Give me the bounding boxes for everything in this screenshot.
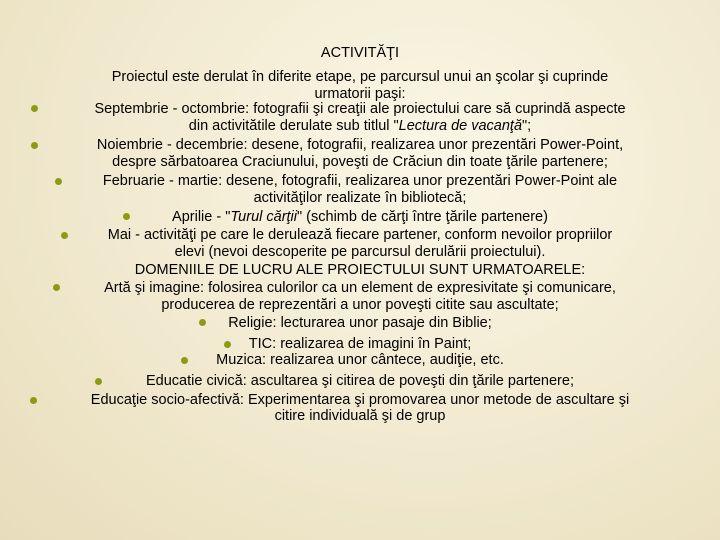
list-item-noiembrie: Noiembrie - decembrie: desene, fotografii, realizarea unor prezentări Power-Point, (96, 137, 624, 153)
domain-educatie-civica: Educatie civică: ascultarea şi citirea de poveşti din ţările partenere; (146, 373, 574, 389)
domain-socio-afectiva: Educaţie socio-afectivă: Experimentarea şi promovarea unor metode de ascultare şi (90, 392, 630, 408)
list-item-septembrie: Septembrie - octombrie: fotografii şi creaţii ale proiectului care să cuprindă aspecte (94, 101, 626, 117)
list-item-aprilie: Aprilie - "Turul cărţii" (schimb de cărţi între ţările partenere) (172, 209, 548, 225)
list-item-mai-cont: elevi (nevoi descoperite pe parcursul derulării proiectului). (174, 244, 546, 260)
intro-line-1: Proiectul este derulat în diferite etape, pe parcursul unui an şcolar şi cuprinde (111, 69, 609, 85)
list-item-februarie: Februarie - martie: desene, fotografii, realizarea unor prezentări Power-Point ale (102, 173, 618, 189)
list-item-septembrie-cont: din activitătile derulate sub titlul "Lectura de vacanţă"; (188, 118, 532, 134)
domain-religie: Religie: lecturarea unor pasaje din Biblie; (228, 315, 492, 331)
domain-tic: TIC: realizarea de imagini în Paint; (248, 336, 472, 352)
domain-arta: Artă şi imagine: folosirea culorilor ca un element de expresivitate şi comunicare, (104, 280, 616, 296)
domain-socio-afectiva-cont: citire individuală şi de grup (274, 408, 446, 424)
list-item-februarie-cont: activităţilor realizate în bibliotecă; (253, 190, 467, 206)
list-item-mai: Mai - activităţi pe care le derulează fiecare partener, conform nevoilor propriilor (107, 227, 613, 243)
domain-muzica: Muzica: realizarea unor cântece, audiţie, etc. (216, 352, 504, 368)
domains-heading: DOMENIILE DE LUCRU ALE PROIECTULUI SUNT URMATOARELE: (134, 262, 586, 278)
list-item-noiembrie-cont: despre sărbatoarea Craciunului, poveşti de Crăciun din toate ţările partenere; (112, 154, 608, 170)
slide-title: ACTIVITĂŢI (320, 45, 400, 61)
intro-line-2: urmatorii paşi: (314, 86, 406, 102)
domain-arta-cont: producerea de reprezentări a unor poveşti citite sau ascultate; (161, 297, 559, 313)
